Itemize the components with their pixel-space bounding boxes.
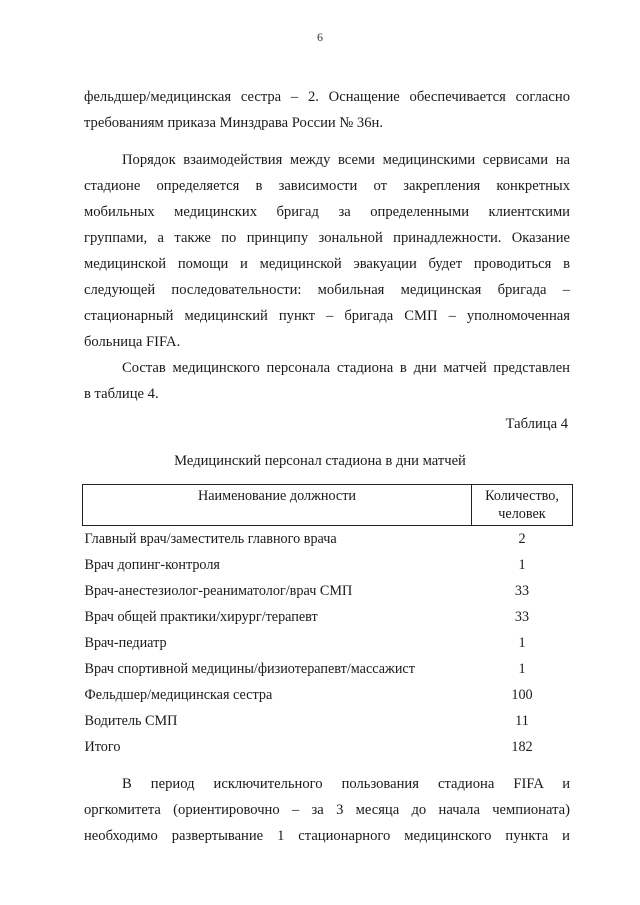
position-count: 100 <box>511 687 533 703</box>
position-name: Врач общей практики/хирург/терапевт <box>84 609 318 625</box>
header-position: Наименование должности <box>83 485 472 526</box>
text-line: в таблице 4. <box>84 386 159 402</box>
position-name: Врач-анестезиолог-реаниматолог/врач СМП <box>84 583 353 599</box>
text-line: больница FIFA. <box>84 334 181 350</box>
header-count-line1: Количество, <box>485 488 559 504</box>
text-line: медицинской помощи и медицинской эвакуации будет проводиться в <box>84 256 570 272</box>
text-line: Порядок взаимодействия между всеми медицинскими сервисами на <box>122 152 570 168</box>
page-number: 6 <box>317 30 323 44</box>
text-line: необходимо развертывание 1 стационарного медицинского пункта и <box>84 828 570 844</box>
table-row <box>83 656 573 682</box>
table-row <box>83 604 573 630</box>
table-row <box>83 578 573 604</box>
position-count: 1 <box>518 661 526 677</box>
position-name: Главный врач/заместитель главного врача <box>84 531 337 547</box>
text-line: стационарный медицинский пункт – бригада СМП – уполномоченная <box>84 308 570 324</box>
header-count <box>472 485 573 526</box>
text-line: Состав медицинского персонала стадиона в дни матчей представлен <box>122 360 570 376</box>
text-line: оргкомитета (ориентировочно – за 3 месяца до начала чемпионата) <box>84 802 570 818</box>
position-name: Врач спортивной медицины/физиотерапевт/массажист <box>84 661 415 677</box>
table-caption: Медицинский персонал стадиона в дни матчей <box>174 453 466 469</box>
text-line: следующей последовательности: мобильная медицинская бригада – <box>84 282 570 298</box>
table-row <box>83 552 573 578</box>
position-name: Врач-педиатр <box>84 635 167 651</box>
position-name: Фельдшер/медицинская сестра <box>84 687 273 703</box>
position-count: 33 <box>514 583 530 599</box>
table-header-row <box>83 485 573 526</box>
position-count: 2 <box>518 531 526 547</box>
text-line: фельдшер/медицинская сестра – 2. Оснащение обеспечивается согласно <box>84 89 570 105</box>
position-name: Водитель СМП <box>84 713 178 729</box>
text-line: группами, а также по принципу зональной принадлежности. Оказание <box>84 230 570 246</box>
body-text-bottom <box>84 771 570 849</box>
text-line: мобильных медицинских бригад за определенными клиентскими <box>84 204 570 220</box>
table-label: Таблица 4 <box>505 416 568 432</box>
table-total-row <box>83 734 573 760</box>
position-name: Врач допинг-контроля <box>84 557 220 573</box>
table-row <box>83 708 573 734</box>
text-line: В период исключительного пользования стадиона FIFA и <box>122 776 570 792</box>
header-count-line2: человек <box>498 506 546 522</box>
text-line: требованиям приказа Минздрава России № 36н. <box>84 115 383 131</box>
total-label: Итого <box>84 739 121 755</box>
text-line: стадионе определяется в зависимости от закрепления конкретных <box>84 178 570 194</box>
body-text-top <box>84 84 570 407</box>
position-count: 1 <box>518 635 526 651</box>
position-count: 1 <box>518 557 526 573</box>
table-row <box>83 630 573 656</box>
position-count: 33 <box>514 609 530 625</box>
position-count: 11 <box>515 713 529 729</box>
total-count: 182 <box>511 739 533 755</box>
table-row <box>83 526 573 553</box>
table-row <box>83 682 573 708</box>
staff-table <box>82 484 573 760</box>
